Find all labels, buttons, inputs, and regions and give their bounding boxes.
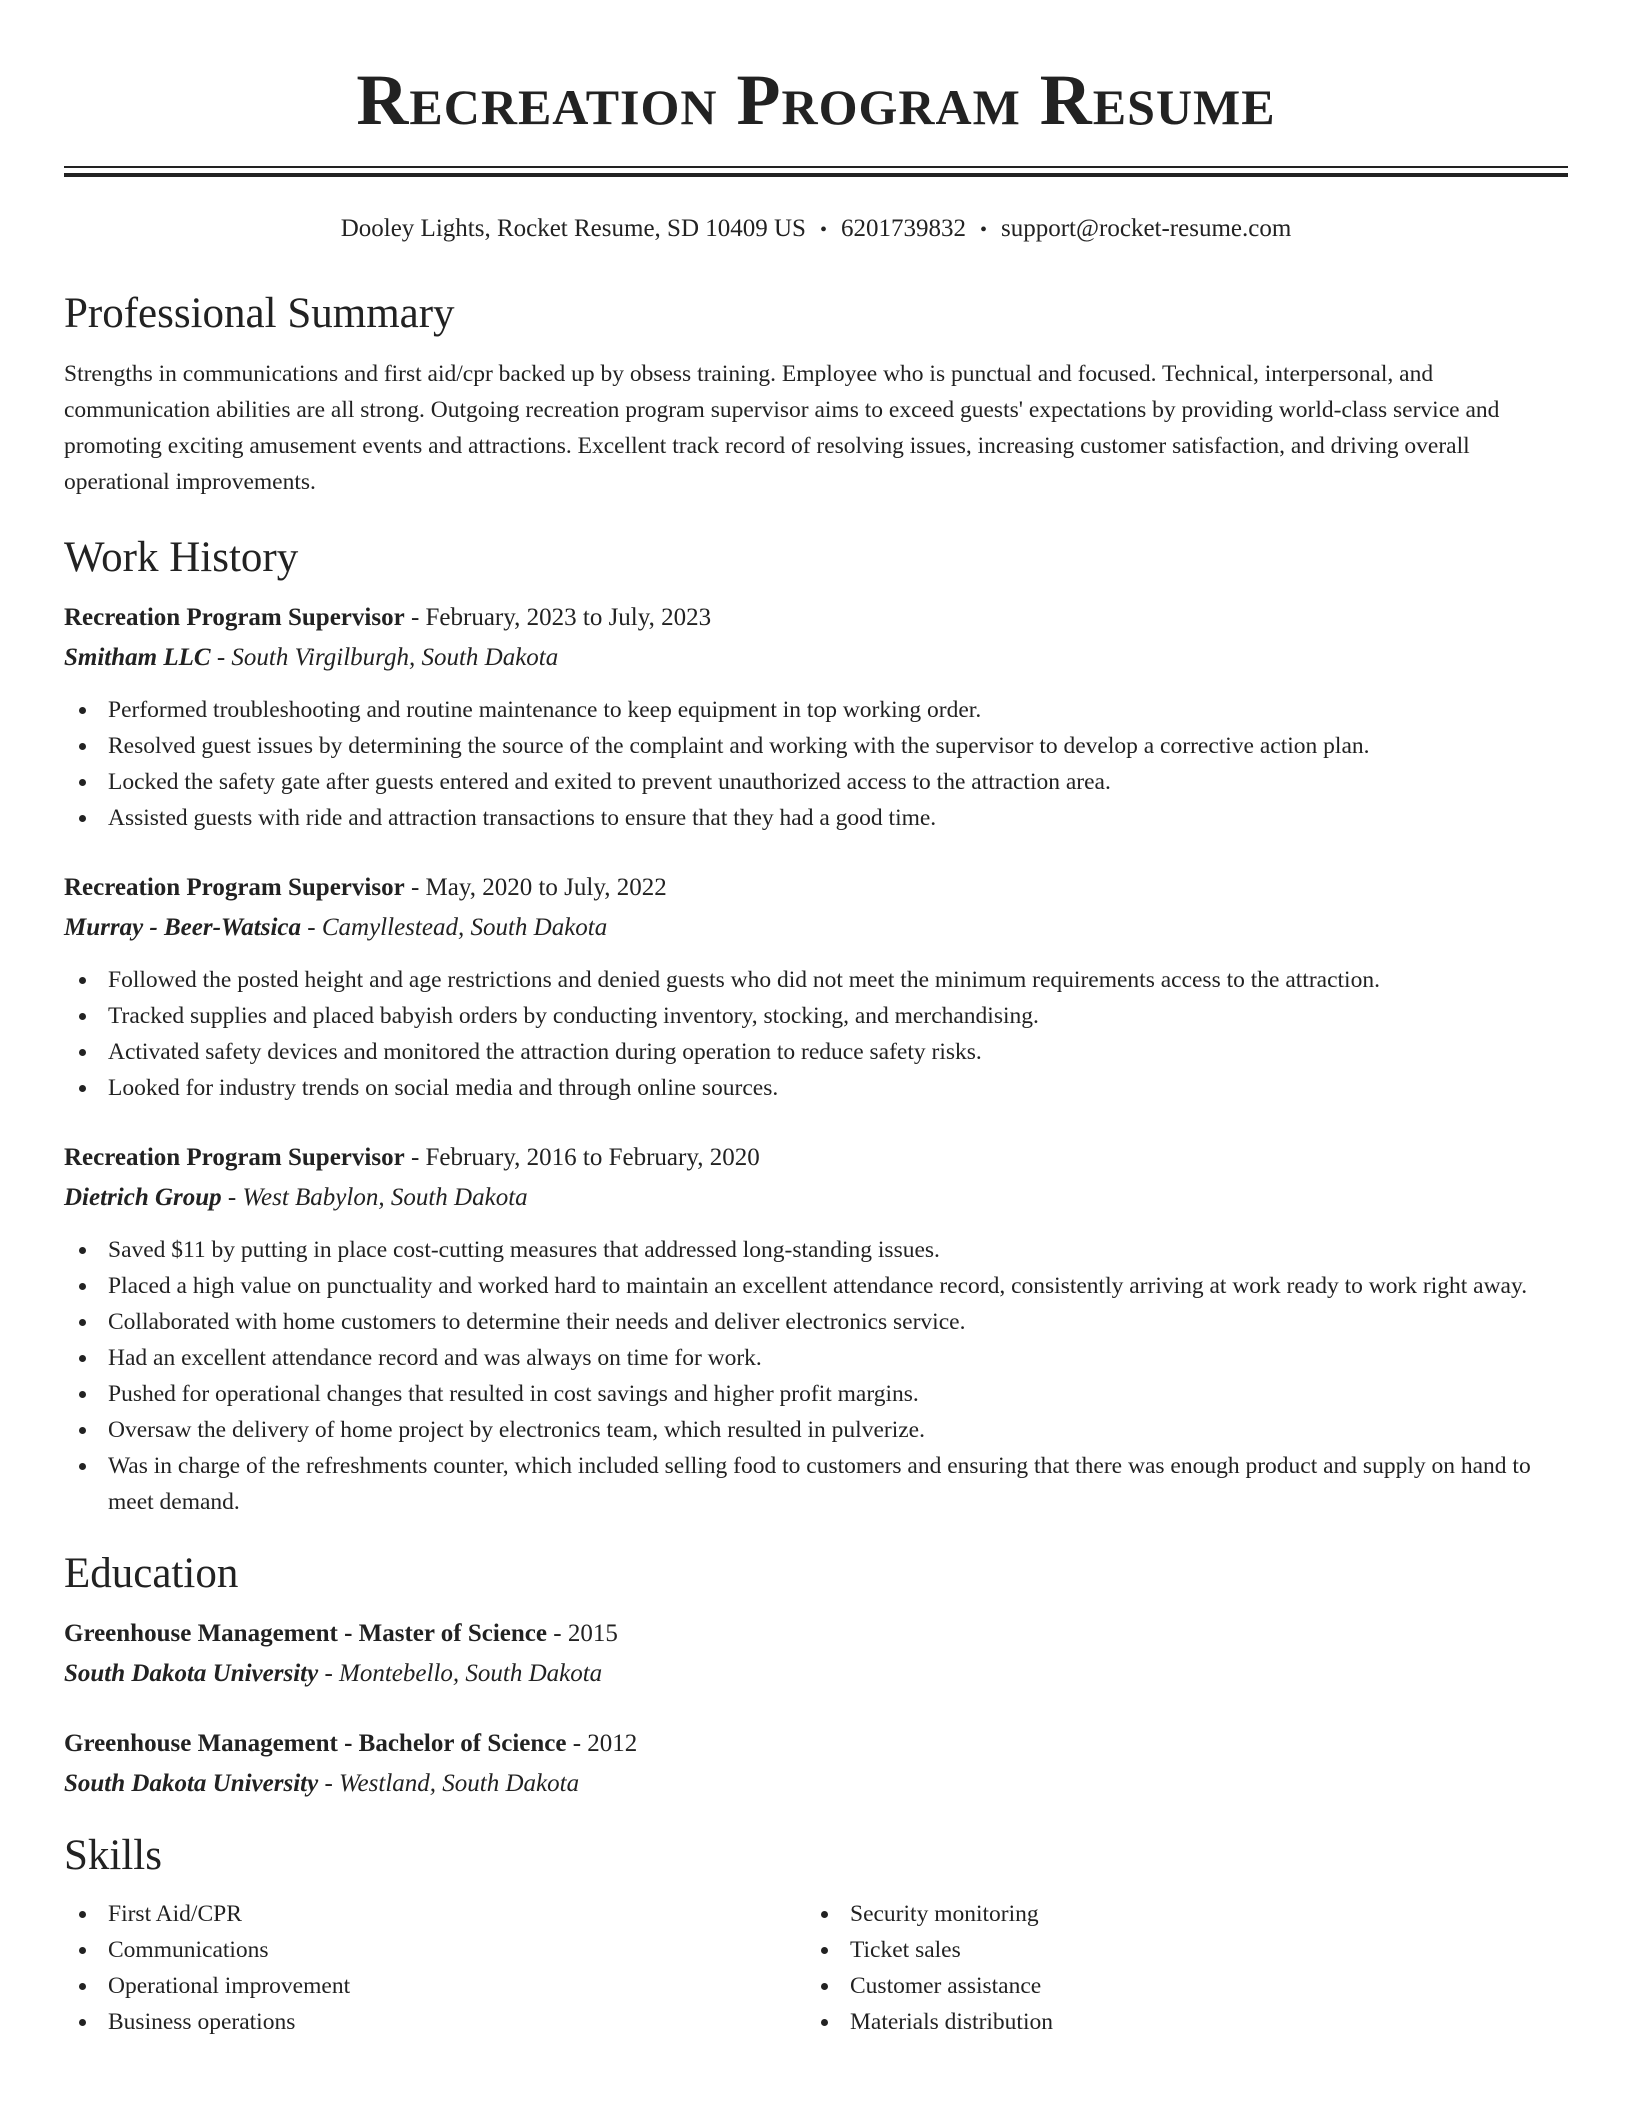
job-title-line (64, 600, 1568, 636)
skill-item: Materials distribution (806, 2004, 1548, 2040)
job-bullet: Resolved guest issues by determining the source of the complaint and working with the supervisor to develop a corrective action plan. (64, 728, 1568, 764)
job-bullet: Had an excellent attendance record and was always on time for work. (64, 1340, 1568, 1376)
job-bullet: Placed a high value on punctuality and worked hard to maintain an excellent attendance record, consistently arriving at work ready to work right away. (64, 1268, 1568, 1304)
education-heading: Education (64, 1550, 239, 1597)
skills-column-right (806, 1896, 1548, 2040)
job-title-line (64, 870, 1568, 906)
school-line (64, 1656, 1568, 1692)
job-bullet: Looked for industry trends on social media and through online sources. (64, 1070, 1568, 1106)
job-bullet: Assisted guests with ride and attraction transactions to ensure that they had a good time. (64, 800, 1568, 836)
degree-line (64, 1726, 1568, 1762)
degree-name: Greenhouse Management - Master of Science (64, 1620, 547, 1647)
contact-email: support@rocket-resume.com (1001, 215, 1292, 242)
summary-heading: Professional Summary (64, 290, 455, 337)
skills-list (64, 1896, 1568, 2040)
job-bullet-list (64, 962, 1568, 1106)
skill-item: Communications (64, 1932, 806, 1968)
skill-item: Operational improvement (64, 1968, 806, 2004)
job-bullet: Saved $11 by putting in place cost-cutting measures that addressed long-standing issues. (64, 1232, 1568, 1268)
skills-heading: Skills (64, 1832, 162, 1879)
job-dates: - February, 2023 to July, 2023 (404, 604, 712, 631)
job-bullet: Performed troubleshooting and routine maintenance to keep equipment in top working order. (64, 692, 1568, 728)
school-name: South Dakota University (64, 1770, 319, 1797)
job-location: - Camyllestead, South Dakota (301, 914, 608, 941)
job-bullet: Pushed for operational changes that resulted in cost savings and higher profit margins. (64, 1376, 1568, 1412)
job-company-line (64, 640, 1568, 676)
job-bullet: Tracked supplies and placed babyish orders by conducting inventory, stocking, and merchandising. (64, 998, 1568, 1034)
job-entry (64, 1140, 1568, 1520)
work-history-heading: Work History (64, 534, 299, 581)
job-title: Recreation Program Supervisor (64, 1144, 405, 1171)
job-bullet: Oversaw the delivery of home project by electronics team, which resulted in pulverize. (64, 1412, 1568, 1448)
title-double-rule (64, 166, 1568, 177)
contact-separator: • (819, 219, 827, 241)
contact-phone: 6201739832 (840, 215, 966, 242)
degree-year: - 2012 (566, 1730, 638, 1757)
resume-page (64, 0, 1568, 2040)
contact-separator: • (979, 219, 987, 241)
job-title: Recreation Program Supervisor (64, 874, 405, 901)
school-location: - Montebello, South Dakota (318, 1660, 603, 1687)
job-bullet: Activated safety devices and monitored the attraction during operation to reduce safety risks. (64, 1034, 1568, 1070)
job-company-line (64, 910, 1568, 946)
skills-column-left (64, 1896, 806, 2040)
job-bullet-list (64, 1232, 1568, 1520)
skill-item: Ticket sales (806, 1932, 1548, 1968)
job-title: Recreation Program Supervisor (64, 604, 405, 631)
school-line (64, 1766, 1568, 1802)
job-bullet-list (64, 692, 1568, 836)
degree-line (64, 1616, 1568, 1652)
job-bullet: Locked the safety gate after guests entered and exited to prevent unauthorized access to the attraction area. (64, 764, 1568, 800)
contact-address: Dooley Lights, Rocket Resume, SD 10409 US (340, 215, 806, 242)
skill-item: Business operations (64, 2004, 806, 2040)
job-entry (64, 600, 1568, 836)
job-company: Smitham LLC (64, 644, 211, 671)
resume-title: Recreation Program Resume (356, 60, 1276, 140)
job-bullet: Followed the posted height and age restrictions and denied guests who did not meet the minimum requirements access to the attraction. (64, 962, 1568, 998)
skill-item: Customer assistance (806, 1968, 1548, 2004)
job-entry (64, 870, 1568, 1106)
job-dates: - February, 2016 to February, 2020 (404, 1144, 760, 1171)
skill-item: Security monitoring (806, 1896, 1548, 1932)
summary-text: Strengths in communications and first aid/cpr backed up by obsess training. Employee who is punctual and focused. Technical, interpersonal, and communication abilities are all strong. Outgoing recreation program supervisor aims to exceed guests' expectations by providing world-class service and promoting exciting amusement events and attractions. Excellent track record of resolving issues, increasing customer satisfaction, and driving overall operational improvements. (64, 361, 1500, 495)
school-name: South Dakota University (64, 1660, 319, 1687)
job-location: - South Virgilburgh, South Dakota (210, 644, 559, 671)
job-title-line (64, 1140, 1568, 1176)
school-location: - Westland, South Dakota (318, 1770, 580, 1797)
job-bullet: Was in charge of the refreshments counter, which included selling food to customers and ensuring that there was enough product and supply on hand to meet demand. (64, 1448, 1568, 1520)
education-entry (64, 1726, 1568, 1802)
job-bullet: Collaborated with home customers to determine their needs and deliver electronics service. (64, 1304, 1568, 1340)
job-location: - West Babylon, South Dakota (221, 1184, 528, 1211)
job-company: Dietrich Group (64, 1184, 222, 1211)
degree-year: - 2015 (547, 1620, 618, 1647)
job-dates: - May, 2020 to July, 2022 (404, 874, 667, 901)
contact-line (64, 213, 1568, 246)
education-entry (64, 1616, 1568, 1692)
degree-name: Greenhouse Management - Bachelor of Science (64, 1730, 567, 1757)
job-company-line (64, 1180, 1568, 1216)
job-company: Murray - Beer-Watsica (64, 914, 302, 941)
skill-item: First Aid/CPR (64, 1896, 806, 1932)
